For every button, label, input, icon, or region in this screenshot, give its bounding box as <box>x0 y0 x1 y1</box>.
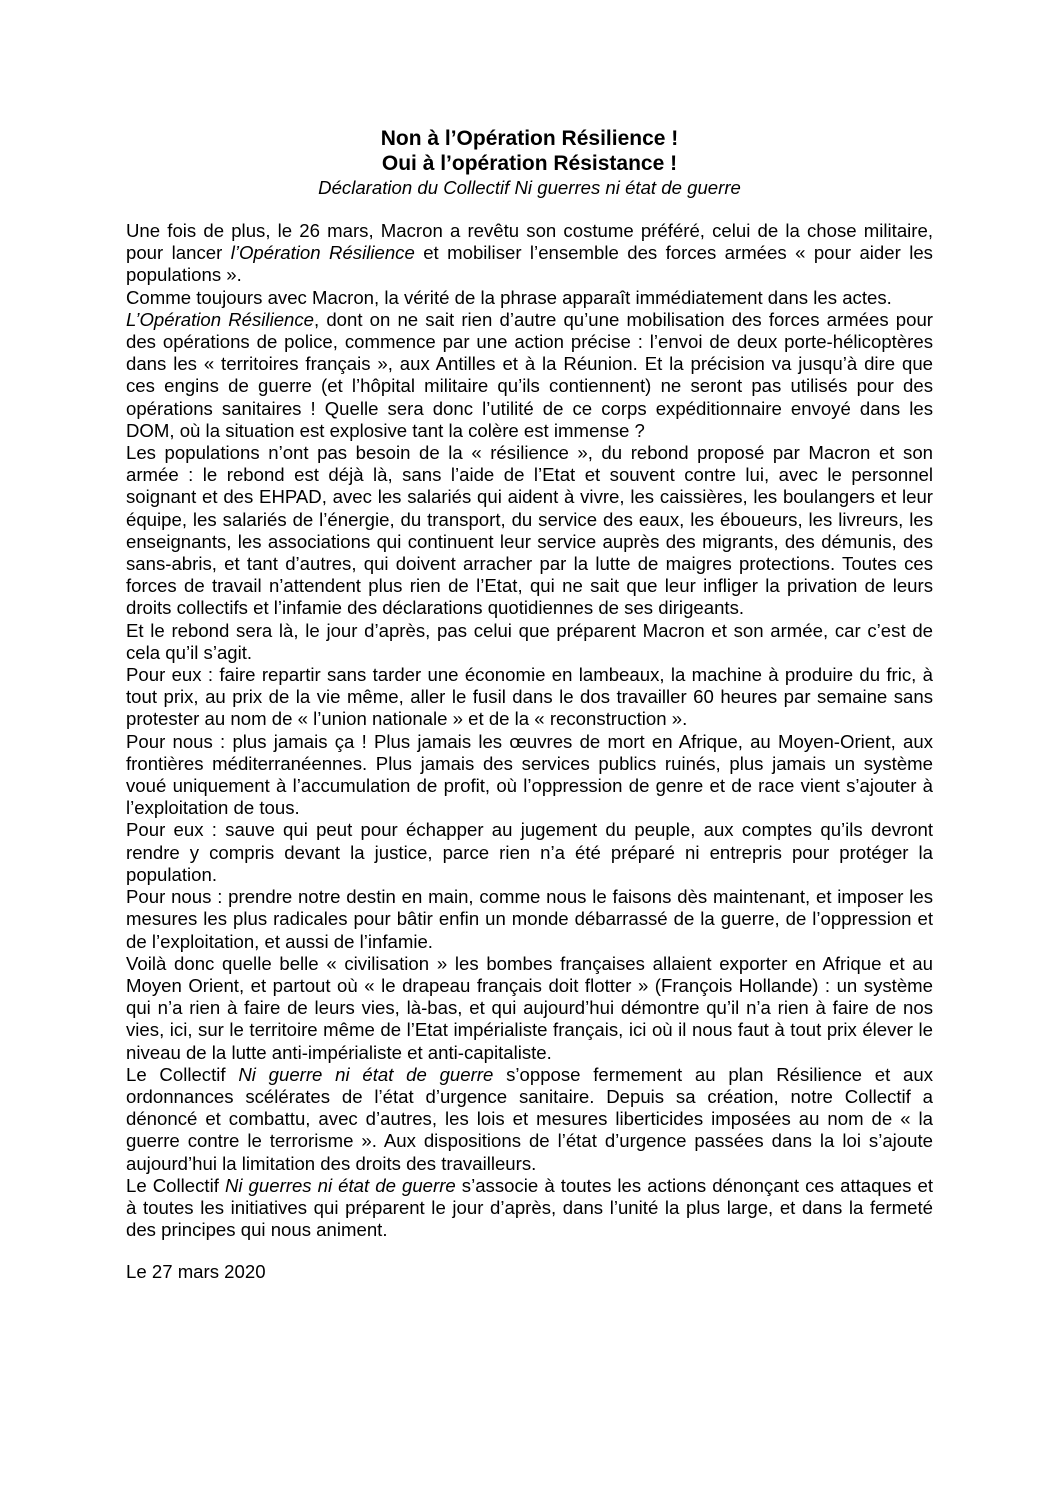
date-line: Le 27 mars 2020 <box>126 1261 266 1283</box>
title-line-2: Oui à l’opération Résistance ! <box>381 152 678 175</box>
paragraph-1 <box>126 220 933 287</box>
document-page <box>126 126 933 1284</box>
subtitle: Déclaration du Collectif Ni guerres ni état de guerre <box>318 177 741 198</box>
paragraph-12-italic: Ni guerres ni état de guerre <box>224 1174 456 1196</box>
paragraph-11-text-c: s’oppose fermement au plan Résilience et aux ordonnances scélérates de l’état d’urgence sanitaire. Depuis sa création, notre Collectif a dénoncé et combattu, avec d’autres, les lois et mesures liberticides imposées au nom de « la guerre contre le terrorisme ». Aux dispositions de l’état d’urgence passées dans la loi s’ajoute aujourd’hui la limitation des droits des travailleurs. <box>126 1063 933 1174</box>
paragraph-3-text-b: , dont on ne sait rien d’autre qu’une mobilisation des forces armées pour des opérations de police, commence par une action précise : l’envoi de deux porte-hélicoptères dans les « territoires français », aux Antilles et à la Réunion. Et la précision va jusqu’à dire que ces engins de guerre (et l’hôpital militaire qu’ils contiennent) ne seront pas utilisés pour des opérations sanitaires ! Quelle sera donc l’utilité de ce corps expéditionnaire envoyé dans les DOM, où la situation est explosive tant la colère est immense ? <box>126 308 933 441</box>
paragraph-12-text-c: s’associe à toutes les actions dénonçant ces attaques et à toutes les initiatives qui préparent le jour d’après, dans l’unité la plus large, et dans la fermeté des principes qui nous animent. <box>126 1174 933 1241</box>
paragraph-1-text-c: et mobiliser l’ensemble des forces armées « pour aider les populations ». <box>126 242 933 286</box>
paragraph-3 <box>126 309 933 442</box>
paragraph-1-italic: l’Opération Résilience <box>230 242 415 264</box>
paragraph-11-text-a: Le Collectif <box>126 1063 239 1085</box>
title-block <box>126 126 933 200</box>
paragraph-12-text-a: Le Collectif <box>126 1174 225 1196</box>
paragraph-1-text-a: Une fois de plus, le 26 mars, Macron a revêtu son costume préféré, celui de la chose militaire, pour lancer <box>126 220 933 264</box>
paragraph-5: Et le rebond sera là, le jour d’après, pas celui que préparent Macron et son armée, car c’est de cela qu’il s’agit. <box>126 619 933 663</box>
paragraph-6: Pour eux : faire repartir sans tarder une économie en lambeaux, la machine à produire du fric, à tout prix, au prix de la vie même, aller le fusil dans le dos travailler 60 heures par semaine sans protester au nom de « l’union nationale » et de la « reconstruction ». <box>126 664 933 730</box>
title-line-1: Non à l’Opération Résilience ! <box>380 127 679 150</box>
paragraph-12 <box>126 1175 933 1242</box>
paragraph-2: Comme toujours avec Macron, la vérité de la phrase apparaît immédiatement dans les actes. <box>126 286 892 308</box>
paragraph-11 <box>126 1064 933 1175</box>
paragraph-11-italic: Ni guerre ni état de guerre <box>238 1063 494 1085</box>
paragraph-3-italic: L’Opération Résilience <box>126 308 315 330</box>
paragraph-10: Voilà donc quelle belle « civilisation » les bombes françaises allaient exporter en Afrique et au Moyen Orient, et partout où « le drapeau français doit flotter » (François Hollande) : un système qui n’a rien à faire de leurs vies, là-bas, et qui aujourd’hui démontre qu’il n’a rien à faire de nos vies, ici, sur le territoire même de l’Etat impérialiste français, ici où il nous faut à tout prix élever le niveau de la lutte anti-impérialiste et anti-capitaliste. <box>126 952 933 1063</box>
paragraph-9: Pour nous : prendre notre destin en main, comme nous le faisons dès maintenant, et imposer les mesures les plus radicales pour bâtir enfin un monde débarrassé de la guerre, de l’oppression et de l’exploitation, et aussi de l’infamie. <box>126 886 933 952</box>
paragraph-4: Les populations n’ont pas besoin de la « résilience », du rebond proposé par Macron et son armée : le rebond est déjà là, sans l’aide de l’Etat et souvent contre lui, avec le personnel soignant et des EHPAD, avec les salariés qui aident à vivre, les caissières, les boulangers et leur équipe, les salariés de l’énergie, du transport, du service des eaux, les éboueurs, les livreurs, les enseignants, les associations qui continuent leur service auprès des migrants, des démunis, des sans-abris, et tant d’autres, qui doivent arracher par la lutte de maigres protections. Toutes ces forces de travail n’attendent plus rien de l’Etat, qui ne sait que leur infliger la privation de leurs droits collectifs et l’infamie des déclarations quotidiennes de ses dirigeants. <box>126 442 933 619</box>
declaration-body <box>126 220 933 1241</box>
paragraph-7: Pour nous : plus jamais ça ! Plus jamais les œuvres de mort en Afrique, au Moyen-Orient, aux frontières méditerranéennes. Plus jamais des services publics ruinés, plus jamais un système voué uniquement à l’accumulation de profit, où l’oppression de genre et de race vient s’ajouter à l’exploitation de tous. <box>126 730 933 819</box>
paragraph-8: Pour eux : sauve qui peut pour échapper au jugement du peuple, aux comptes qu’ils devront rendre y compris devant la justice, parce rien n’a été préparé ni entrepris pour protéger la population. <box>126 819 933 885</box>
